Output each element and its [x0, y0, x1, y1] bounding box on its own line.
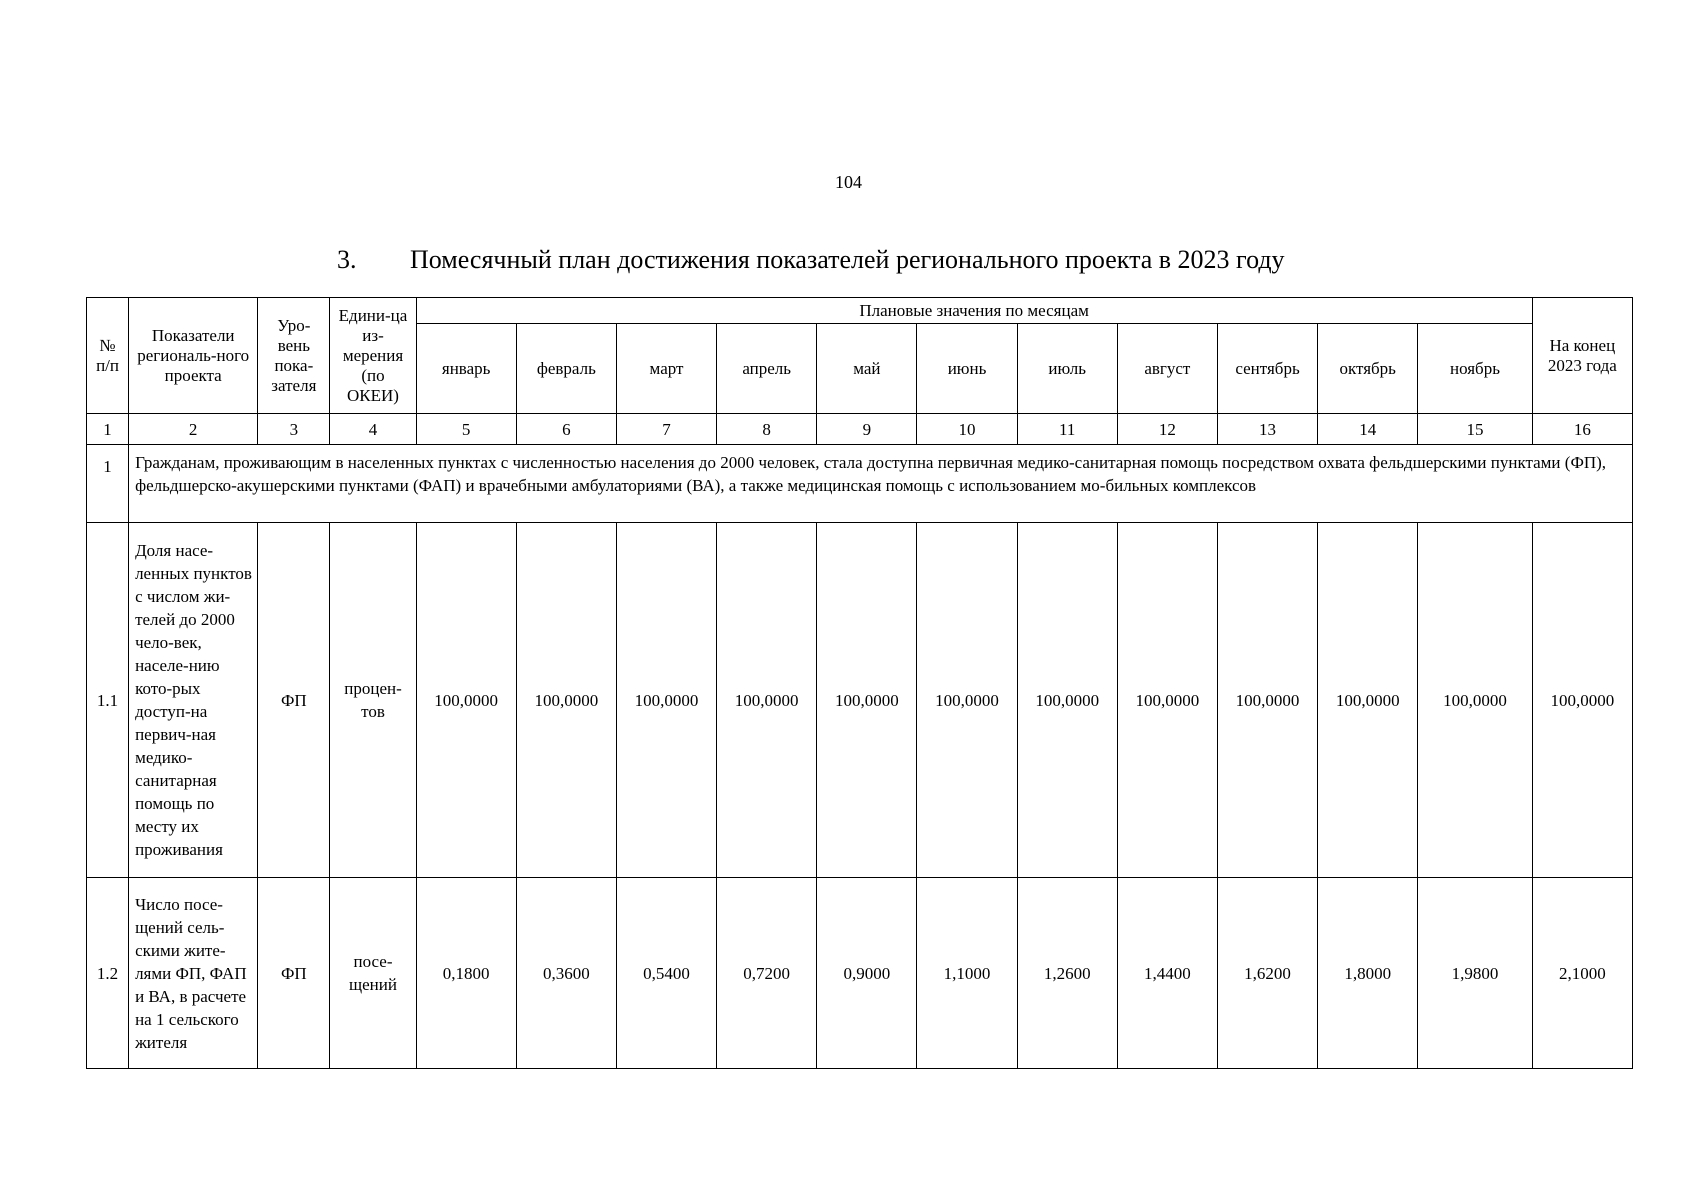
row-level: ФП [258, 878, 330, 1069]
page-number: 104 [835, 172, 862, 192]
title-number: 3. [337, 245, 357, 274]
row-month-value: 1,2600 [1017, 878, 1117, 1069]
header-month: ноябрь [1418, 324, 1532, 414]
table-row [87, 878, 1633, 1069]
column-number: 4 [330, 414, 416, 445]
header-month: май [817, 324, 917, 414]
row-indicator-name: Число посе-щений сель-скими жите-лями ФП, ФАП и ВА, в расчете на 1 сельского жителя [129, 878, 258, 1069]
row-month-value: 0,9000 [817, 878, 917, 1069]
header-month: август [1117, 324, 1217, 414]
column-number: 16 [1532, 414, 1632, 445]
row-month-value: 100,0000 [516, 523, 616, 878]
row-unit: процен-тов [330, 523, 416, 878]
header-month: июнь [917, 324, 1017, 414]
column-number: 12 [1117, 414, 1217, 445]
column-number: 3 [258, 414, 330, 445]
row-indicator-name: Доля насе-ленных пунктов с числом жи-телей до 2000 чело-век, населе-нию кото-рых доступ-на первич-ная медико-санитарная помощь по месту их проживания [129, 523, 258, 878]
column-number-row [87, 414, 1633, 445]
row-month-value: 100,0000 [817, 523, 917, 878]
monthly-plan-table [86, 297, 1633, 1069]
column-number: 5 [416, 414, 516, 445]
row-month-value: 0,1800 [416, 878, 516, 1069]
section-text: Гражданам, проживающим в населенных пунктах с численностью населения до 2000 человек, стала доступна первичная медико-санитарная помощь посредством охвата фельдшерскими пунктами (ФП), фельдшерско-акушерскими пунктами (ФАП) и врачебными амбулаториями (ВА), а также медицинская помощь с использованием мо-бильных комплексов [129, 445, 1633, 523]
header-end-of-year: На конец 2023 года [1532, 298, 1632, 414]
row-month-value: 100,0000 [416, 523, 516, 878]
header-unit: Едини-ца из-мерения (по ОКЕИ) [330, 298, 416, 414]
row-month-value: 1,4400 [1117, 878, 1217, 1069]
header-month: апрель [717, 324, 817, 414]
column-number: 6 [516, 414, 616, 445]
row-month-value: 100,0000 [917, 523, 1017, 878]
row-month-value: 1,9800 [1418, 878, 1532, 1069]
column-number: 8 [717, 414, 817, 445]
column-number: 1 [87, 414, 129, 445]
row-month-value: 100,0000 [616, 523, 716, 878]
row-unit: посе-щений [330, 878, 416, 1069]
header-month: сентябрь [1217, 324, 1317, 414]
section-number: 1 [87, 445, 129, 523]
column-number: 11 [1017, 414, 1117, 445]
row-end-value: 100,0000 [1532, 523, 1632, 878]
column-number: 14 [1318, 414, 1418, 445]
column-number: 7 [616, 414, 716, 445]
column-number: 15 [1418, 414, 1532, 445]
header-months-group: Плановые значения по месяцам [416, 298, 1532, 324]
row-month-value: 1,8000 [1318, 878, 1418, 1069]
header-month: январь [416, 324, 516, 414]
row-end-value: 2,1000 [1532, 878, 1632, 1069]
header-month: февраль [516, 324, 616, 414]
section-row [87, 445, 1633, 523]
header-month: октябрь [1318, 324, 1418, 414]
row-number: 1.1 [87, 523, 129, 878]
row-month-value: 100,0000 [1217, 523, 1317, 878]
row-month-value: 100,0000 [1017, 523, 1117, 878]
column-number: 9 [817, 414, 917, 445]
table-row [87, 523, 1633, 878]
row-month-value: 100,0000 [1418, 523, 1532, 878]
header-indicator: Показатели региональ-ного проекта [129, 298, 258, 414]
row-month-value: 1,6200 [1217, 878, 1317, 1069]
row-month-value: 1,1000 [917, 878, 1017, 1069]
row-month-value: 0,5400 [616, 878, 716, 1069]
row-month-value: 100,0000 [1117, 523, 1217, 878]
page-title [337, 245, 1285, 275]
row-level: ФП [258, 523, 330, 878]
header-month: март [616, 324, 716, 414]
row-number: 1.2 [87, 878, 129, 1069]
header-number: № п/п [87, 298, 129, 414]
row-month-value: 100,0000 [1318, 523, 1418, 878]
column-number: 2 [129, 414, 258, 445]
header-level: Уро-вень пока-зателя [258, 298, 330, 414]
header-month: июль [1017, 324, 1117, 414]
row-month-value: 0,3600 [516, 878, 616, 1069]
row-month-value: 100,0000 [717, 523, 817, 878]
title-text: Помесячный план достижения показателей регионального проекта в 2023 году [410, 245, 1285, 274]
row-month-value: 0,7200 [717, 878, 817, 1069]
column-number: 10 [917, 414, 1017, 445]
column-number: 13 [1217, 414, 1317, 445]
